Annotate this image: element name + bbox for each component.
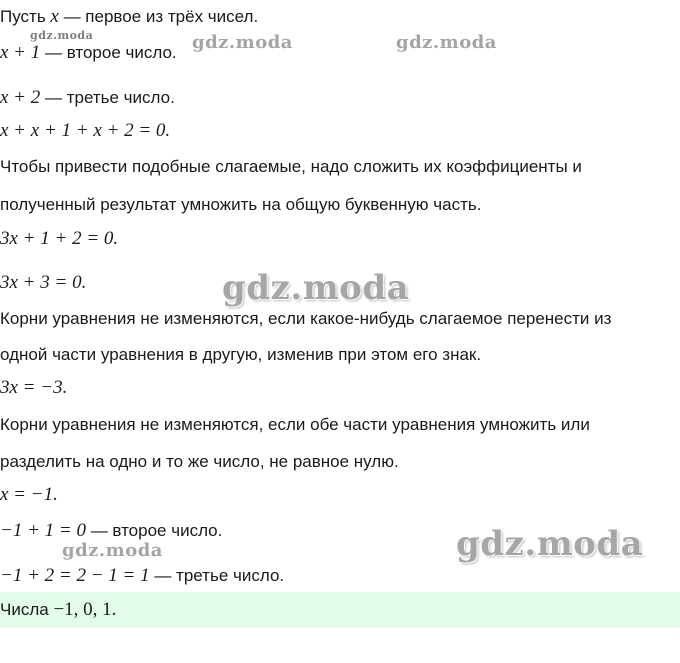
math-expression: −1, 0, 1. (53, 599, 117, 620)
math-expression: 3x + 1 + 2 = 0. (0, 228, 119, 249)
watermark: gdz.moda (456, 524, 644, 564)
text: полученный результат умножить на общую буквенную часть. (0, 195, 482, 214)
text: Корни уравнения не изменяются, если обе части уравнения умножить или (0, 415, 590, 434)
watermark: gdz.moda (30, 29, 94, 42)
math-expression: x + 1 (0, 42, 41, 63)
math-expression: x (50, 6, 59, 27)
text: одной части уравнения в другую, изменив при этом его знак. (0, 345, 482, 364)
text: — третье число. (40, 88, 175, 107)
line-4 (0, 120, 170, 142)
text: Пусть (0, 7, 51, 26)
answer-line (0, 599, 116, 621)
line-14 (0, 484, 58, 506)
math-expression: 3x = −3. (0, 377, 68, 398)
text: — второе число. (85, 521, 223, 540)
line-9 (0, 308, 611, 330)
text: разделить на одно и то же число, не равное нулю. (0, 452, 399, 471)
line-10 (0, 344, 481, 366)
line-12 (0, 414, 590, 436)
watermark: gdz.moda (192, 32, 293, 53)
line-7 (0, 228, 118, 250)
math-expression: 3x + 3 = 0. (0, 272, 87, 293)
answer-block (0, 592, 680, 628)
math-expression: x = −1. (0, 484, 58, 505)
math-expression: −1 + 2 = 2 − 1 = 1 (0, 565, 150, 586)
line-6 (0, 194, 481, 216)
line-8 (0, 272, 86, 294)
line-16 (0, 565, 284, 587)
text: Корни уравнения не изменяются, если какое-нибудь слагаемое перенести из (0, 309, 612, 328)
watermark: gdz.moda (396, 32, 497, 53)
line-13 (0, 451, 399, 473)
text: — третье число. (149, 566, 285, 585)
watermark: gdz.moda (62, 540, 163, 561)
line-3 (0, 87, 175, 109)
line-11 (0, 377, 67, 399)
line-2 (0, 42, 177, 64)
line-15 (0, 520, 222, 542)
line-5 (0, 156, 582, 178)
math-expression: x + 2 (0, 87, 41, 108)
line-1 (0, 6, 258, 28)
text: — второе число. (40, 43, 177, 62)
watermark: gdz.moda (222, 268, 410, 308)
text: Числа (0, 600, 54, 619)
math-expression: x + x + 1 + x + 2 = 0. (0, 120, 171, 141)
text: Чтобы привести подобные слагаемые, надо сложить их коэффициенты и (0, 157, 582, 176)
math-expression: −1 + 1 = 0 (0, 520, 86, 541)
text: — первое из трёх чисел. (58, 7, 259, 26)
